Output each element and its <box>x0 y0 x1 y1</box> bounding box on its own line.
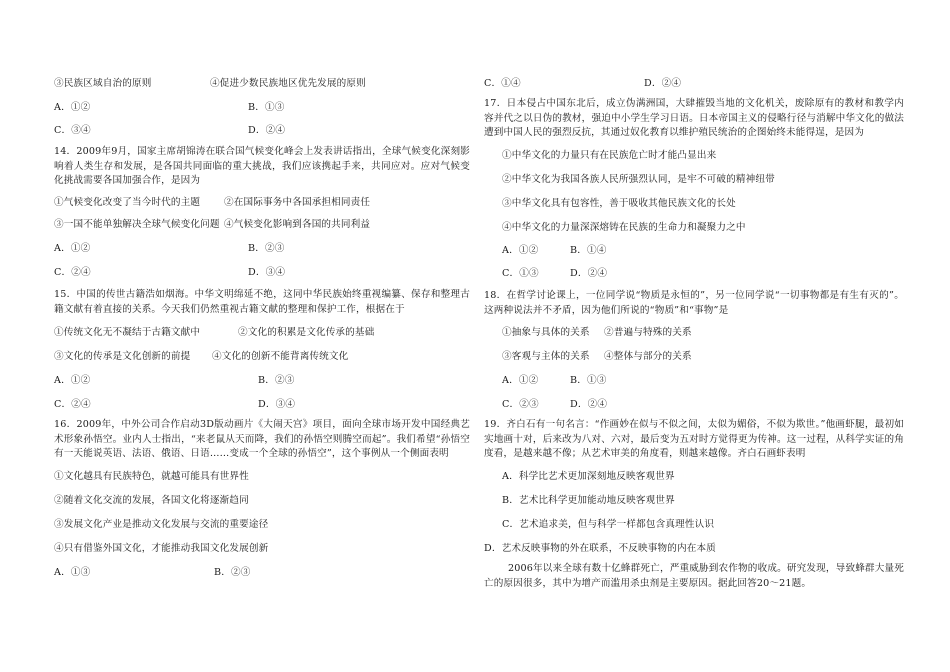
q15-option-c: C．②④ <box>54 399 91 410</box>
q16-option-a: A．①③ <box>54 567 91 578</box>
q16-option-b: B．②③ <box>214 567 251 578</box>
q14-choice-3: ③一国不能单独解决全球气候变化问题 <box>54 219 220 230</box>
q18-choice-4: ④整体与部分的关系 <box>604 351 692 362</box>
q16-choice-1: ①文化越具有民族特色，就越可能具有世界性 <box>54 471 249 482</box>
q18-choice-3: ③客观与主体的关系 <box>502 351 590 362</box>
q15-choice-3: ③文化的传承是文化创新的前提 <box>54 351 191 362</box>
q16-stem: 16．2009年，中外公司合作启动3D版动画片《大闹天宫》项目，面向全球市场开发中国经典艺术形象孙悟空。业内人士指出，“来老鼠从天而降，我们的孙悟空则腾空而起”。我们希望“孙悟空有一天能说英语、法语、俄语、日语……变成一个全球的孙悟空”，这个事例从一个侧面表明 <box>54 419 470 460</box>
q18-option-c: C．②③ <box>502 399 539 410</box>
q18-option-d: D．②④ <box>570 399 608 410</box>
q17-choice-1: ①中华文化的力量只有在民族危亡时才能凸显出来 <box>502 150 717 161</box>
q13-option-c: C．③④ <box>54 125 91 136</box>
q13-option-d: D．②④ <box>248 125 286 136</box>
q19-option-d: D．艺术反映事物的外在联系，不反映事物的内在本质 <box>484 543 716 554</box>
q13-choice-3: ③民族区域自治的原则 <box>54 78 152 89</box>
material-passage: 2006年以来全球有数十亿蜂群死亡，严重威胁到农作物的收成。研究发现，导致蜂群大量死亡的原因很多，其中为增产而滥用杀虫剂是主要原因。据此回答20～21题。 <box>484 563 904 589</box>
q15-choice-2: ②文化的积累是文化传承的基础 <box>238 327 375 338</box>
q17-option-b: B．①④ <box>570 245 607 256</box>
q17-choice-4: ④中华文化的力量深深熔铸在民族的生命力和凝聚力之中 <box>502 222 746 233</box>
q15-option-a: A．①② <box>54 375 91 386</box>
q17-choice-2: ②中华文化为我国各族人民所强烈认同，是牢不可破的精神纽带 <box>502 174 775 185</box>
q14-choice-1: ①气候变化改变了当今时代的主题 <box>54 197 201 208</box>
q19-option-c: C．艺术追求美，但与科学一样都包含真理性认识 <box>502 519 715 530</box>
q14-choice-4: ④气候变化影响到各国的共同利益 <box>224 219 371 230</box>
q15-option-b: B．②③ <box>258 375 295 386</box>
q15-option-d: D．③④ <box>258 399 296 410</box>
q14-stem: 14．2009年9月，国家主席胡锦涛在联合国气候变化峰会上发表讲话指出，全球气候变化深刻影响着人类生存和发展，是各国共同面临的重大挑战，我们应该携起手来，共同应对。应对气候变化挑战需要各国加强合作，是因为 <box>54 146 470 187</box>
q19-option-a: A．科学比艺术更加深刻地反映客观世界 <box>502 471 675 482</box>
q17-option-c: C．①③ <box>502 268 539 279</box>
q19-option-b: B．艺术比科学更加能动地反映客观世界 <box>502 495 675 506</box>
q17-choice-3: ③中华文化具有包容性，善于吸收其他民族文化的长处 <box>502 198 736 209</box>
q14-option-a: A．①② <box>54 243 91 254</box>
q17-stem: 17．日本侵占中国东北后，成立伪满洲国，大肆摧毁当地的文化机关，废除原有的教材和教学内容并代之以日伪的教材，强迫中小学生学习日语。日本帝国主义的侵略行径与消解中华文化的做法遭到中国人民的强烈反抗，其通过奴化教育以维护殖民统治的企图始终未能得逞，是因为 <box>484 98 904 139</box>
q17-option-a: A．①② <box>502 245 539 256</box>
q16-option-d: D．②④ <box>644 78 682 89</box>
q16-option-c: C．①④ <box>484 78 521 89</box>
q16-choice-3: ③发展文化产业是推动文化发展与交流的重要途径 <box>54 519 269 530</box>
right-column <box>484 0 904 672</box>
q17-option-d: D．②④ <box>570 268 608 279</box>
q14-choice-2: ②在国际事务中各国承担相同责任 <box>224 197 371 208</box>
q18-choice-2: ②普遍与特殊的关系 <box>604 327 692 338</box>
q16-choice-2: ②随着文化交流的发展，各国文化将逐渐趋同 <box>54 495 249 506</box>
q18-stem: 18．在哲学讨论课上，一位同学说“物质是永恒的”，另一位同学说“一切事物都是有生有灭的”。这两种说法并不矛盾，因为他们所说的“物质”和“事物”是 <box>484 290 904 316</box>
q14-option-c: C．②④ <box>54 267 91 278</box>
q13-option-b: B．①③ <box>248 102 285 113</box>
q18-option-a: A．①② <box>502 375 539 386</box>
q14-option-b: B．②③ <box>248 243 285 254</box>
q13-choice-4: ④促进少数民族地区优先发展的原则 <box>210 78 366 89</box>
q16-choice-4: ④只有借鉴外国文化，才能推动我国文化发展创新 <box>54 543 269 554</box>
q15-stem: 15．中国的传世古籍浩如烟海。中华文明绵延不绝，这同中华民族始终重视编纂、保存和整理古籍文献有着直接的关系。今天我们仍然重视古籍文献的整理和保护工作，根据在于 <box>54 289 470 315</box>
q14-option-d: D．③④ <box>248 267 286 278</box>
q18-option-b: B．①③ <box>570 375 607 386</box>
q15-choice-1: ①传统文化无不凝结于古籍文献中 <box>54 327 201 338</box>
q18-choice-1: ①抽象与具体的关系 <box>502 327 590 338</box>
q15-choice-4: ④文化的创新不能背离传统文化 <box>212 351 349 362</box>
q19-stem: 19．齐白石有一句名言：“作画妙在似与不似之间，太似为媚俗，不似为欺世。”他画虾腿，最初如实地画十对，后来改为八对、六对，最后变为五对时方觉得更为传神。这一过程，从科学实证的角度看，是越来越不像；从艺术审美的角度看，则越来越像。齐白石画虾表明 <box>484 419 904 460</box>
left-column <box>54 0 470 672</box>
q13-option-a: A．①② <box>54 102 91 113</box>
